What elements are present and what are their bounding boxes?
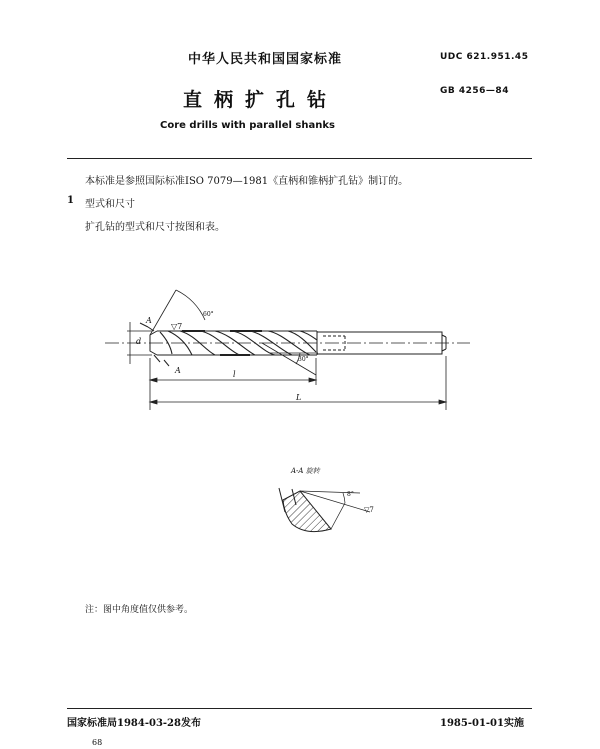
document-title-cn: 直柄扩孔钻: [183, 89, 339, 111]
footer-divider: [67, 708, 532, 709]
diameter-label: d: [136, 337, 142, 346]
length-l-label: l: [233, 370, 236, 379]
section-angle-label: 8°: [347, 491, 354, 498]
section-roughness-symbol: ▽7: [364, 506, 374, 514]
figure-note: 注：图中角度值仅供参考。: [85, 605, 194, 615]
section-number: 1: [67, 195, 74, 206]
angle-30-label: 30°: [298, 356, 309, 363]
gb-code: GB 4256—84: [440, 86, 509, 96]
udc-code: UDC 621.951.45: [440, 52, 529, 62]
roughness-symbol: ▽7: [171, 322, 183, 331]
national-standard-heading: 中华人民共和国国家标准: [188, 52, 343, 67]
section-view: [279, 488, 370, 532]
section-label-a-bottom: A: [175, 366, 181, 375]
angle-30-construction: [262, 343, 318, 375]
document-title-en: Core drills with parallel shanks: [160, 120, 335, 131]
page-number: 68: [92, 738, 103, 747]
angle-60-label: 60°: [203, 311, 214, 318]
section-title: 型式和尺寸: [85, 199, 135, 210]
section-marker-lines: [140, 323, 169, 366]
section-text: 扩孔钻的型式和尺寸按图和表。: [85, 222, 225, 233]
section-label-a-top: A: [146, 316, 152, 325]
issued-date: 国家标准局1984-03-28发布: [67, 718, 201, 729]
section-view-title: A-A 旋转: [291, 467, 320, 475]
effective-date: 1985-01-01实施: [440, 718, 524, 729]
length-L-label: L: [296, 393, 302, 402]
intro-paragraph: 本标准是参照国际标准ISO 7079—1981《直柄和锥柄扩孔钻》制订的。: [85, 176, 409, 187]
